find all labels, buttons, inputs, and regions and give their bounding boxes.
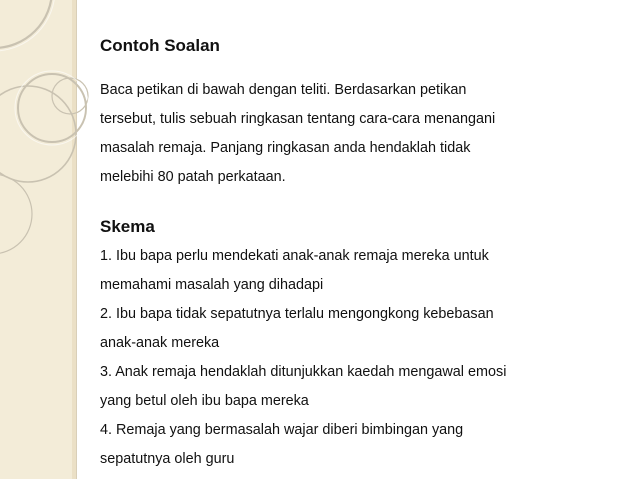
intro-line: melebihi 80 patah perkataan.: [100, 169, 286, 185]
intro-line: tersebut, tulis sebuah ringkasan tentang cara-cara menangani: [100, 111, 496, 127]
heading-skema: Skema: [100, 217, 155, 236]
spacer: [100, 192, 620, 212]
spacer: [100, 62, 620, 76]
slide-content: [100, 30, 620, 474]
intro-line: Baca petikan di bawah dengan teliti. Berdasarkan petikan: [100, 82, 467, 98]
skema-line: yang betul oleh ibu bapa mereka: [100, 393, 309, 409]
skema-line: 4. Remaja yang bermasalah wajar diberi bimbingan yang: [100, 422, 464, 438]
skema-line: 2. Ibu bapa tidak sepatutnya terlalu mengongkong kebebasan: [100, 306, 494, 322]
heading-contoh-soalan: Contoh Soalan: [100, 36, 220, 55]
skema-line: memahami masalah yang dihadapi: [100, 277, 324, 293]
skema-line: 3. Anak remaja hendaklah ditunjukkan kaedah mengawal emosi: [100, 364, 507, 380]
intro-line: masalah remaja. Panjang ringkasan anda hendaklah tidak: [100, 140, 471, 156]
skema-line: sepatutnya oleh guru: [100, 451, 235, 467]
left-decorative-band: [0, 0, 72, 479]
skema-line: anak-anak mereka: [100, 335, 220, 351]
skema-line: 1. Ibu bapa perlu mendekati anak-anak remaja mereka untuk: [100, 248, 489, 264]
band-edge-line: [76, 0, 77, 479]
